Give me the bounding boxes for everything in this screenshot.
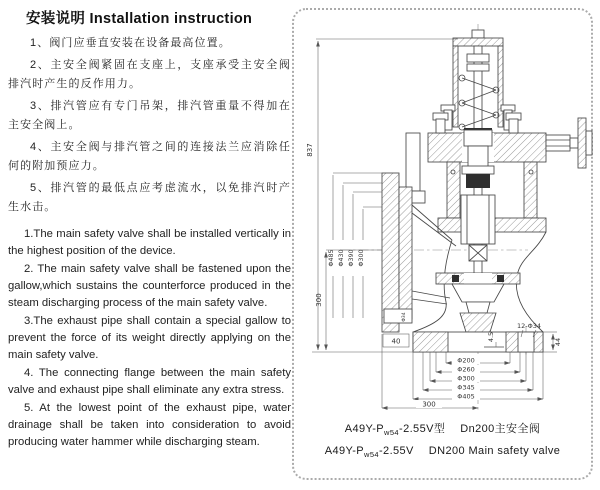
stem-gland: [464, 130, 492, 146]
dim-outlet-diam-2: Φ430: [338, 249, 345, 267]
dim-outlet-bolt-hole: Φ34: [402, 312, 407, 322]
en-instruction-1: 1.The main safety valve shall be installed vertically in the highest position of the device.: [8, 228, 291, 257]
drawing-caption: [294, 420, 591, 464]
dim-outlet-diam-1: Φ485: [328, 249, 335, 267]
dim-outlet-flange-thickness: 40: [391, 337, 401, 346]
caption-line-1: [294, 420, 591, 442]
dim-bottom-diam-5: Φ405: [457, 392, 475, 401]
valve-name-cn: Dn200主安全阀: [460, 422, 541, 435]
gallow-bolt: [406, 133, 420, 191]
stem-guide: [461, 195, 495, 244]
valve-disc: [452, 284, 504, 302]
en-instruction-2: 2. The main safety valve shall be fastened upon the gallow,which sustains the counterforce produced in the steam discharging process of the main safety valve.: [8, 263, 291, 309]
dim-bottom-diam-3: Φ300: [457, 374, 475, 383]
cn-instruction-2: 2、主安全阀紧固在支座上，支座承受主安全阀排汽时产生的反作用力。: [8, 59, 291, 90]
dim-outlet-diam-4: Φ300: [358, 249, 365, 267]
model-code-en: A49Y-P: [324, 444, 365, 457]
bonnet-left-wall: [453, 46, 458, 127]
dim-bottom-flange-thickness: 44: [554, 337, 562, 347]
drawing-panel: [292, 8, 593, 480]
dim-outlet-height: 300: [315, 293, 323, 307]
model-suffix-en: -2.55V: [378, 444, 414, 457]
dim-seat-step: 4.5: [487, 331, 495, 343]
dim-bolt-holes: 12-Φ34: [516, 322, 542, 330]
cn-instruction-4: 4、主安全阀与排汽管之间的连接法兰应消除任何的附加预应力。: [8, 141, 291, 172]
en-instruction-5: 5. At the lowest point of the exhaust pipe, water drainage shall be taken into consideration to avoid producing water hammer while discharging steam.: [8, 402, 291, 448]
cover-stud-right: [509, 119, 518, 133]
impulse-pipe: [546, 135, 570, 151]
dim-bottom-diam-1: Φ200: [457, 356, 475, 365]
cover-stud-left: [436, 119, 445, 133]
cn-instruction-3: 3、排汽管应有专门吊架，排汽管重量不得加在主安全阀上。: [8, 100, 291, 131]
dim-outlet-offset: 300: [422, 400, 436, 409]
bonnet-top-plate: [453, 38, 503, 46]
impulse-flange: [578, 118, 586, 168]
body-wall-left: [413, 240, 452, 332]
model-subscript-cn: w54: [384, 427, 400, 437]
valve-drawing: [292, 8, 596, 482]
en-instruction-4: 4. The connecting flange between the main safety valve and exhaust pipe shall eliminate any extra stress.: [8, 367, 291, 396]
valve-section: [382, 30, 592, 352]
dim-bottom-diam-2: Φ260: [457, 365, 475, 374]
dim-outlet-diam-3: Φ390: [348, 249, 355, 267]
dim-bottom-diam-4: Φ345: [457, 383, 475, 392]
stem-nut-lower: [467, 64, 489, 71]
instruction-panel: [8, 5, 291, 452]
model-code-cn: A49Y-P: [344, 422, 385, 435]
stem-nut-upper: [467, 54, 489, 62]
disc-nut: [466, 302, 490, 313]
cn-instruction-5: 5、排汽管的最低点应考虑流水，以免排汽时产生水击。: [8, 182, 291, 213]
english-instructions: [8, 226, 291, 451]
cn-instruction-1: 1、阀门应垂直安装在设备最高位置。: [30, 37, 231, 49]
piston-seals: [466, 174, 490, 188]
outlet-flange: [382, 173, 399, 332]
outlet-flange-bolt-hole: [384, 309, 412, 323]
stem-top-cap: [472, 30, 484, 38]
body-wall-right: [516, 232, 546, 332]
dim-total-height: 837: [306, 143, 314, 157]
seat-nozzle: [460, 313, 496, 332]
model-subscript-en: w54: [364, 450, 379, 459]
page-title: 安装说明 Installation instruction: [26, 11, 253, 27]
valve-name-en: DN200 Main safety valve: [428, 444, 561, 457]
model-suffix-cn: -2.55V型: [399, 422, 446, 435]
en-instruction-3: 3.The exhaust pipe shall contain a special gallow to prevent the force of its weight directly applying on the main safety valve.: [8, 315, 291, 361]
chinese-instructions: [8, 34, 291, 217]
inlet-flange-bolt-hole: [518, 332, 534, 352]
caption-line-2: [294, 442, 591, 464]
